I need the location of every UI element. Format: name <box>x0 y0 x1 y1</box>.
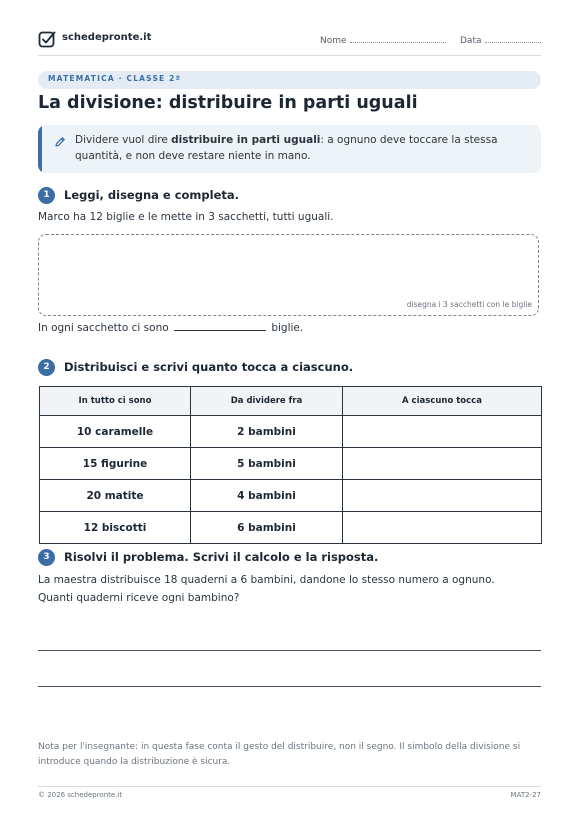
table-cell-total: 15 figurine <box>40 448 191 480</box>
problem-text-line-1: La maestra distribuisce 18 quaderni a 6 bambini, dandone lo stesso numero a ognuno. <box>38 574 495 586</box>
problem-text-line-2: Quanti quaderni riceve ogni bambino? <box>38 592 240 604</box>
name-field[interactable] <box>320 34 446 46</box>
drawing-area[interactable] <box>38 234 539 316</box>
page-title: La divisione: distribuire in parti uguali <box>38 93 418 113</box>
drawing-hint: disegna i 3 sacchetti con le biglie <box>406 300 532 309</box>
table-cell-divide: 4 bambini <box>191 480 343 512</box>
definition-box <box>38 125 541 173</box>
footer-divider <box>38 786 541 787</box>
teacher-note: Nota per l'insegnante: in questa fase conta il gesto del distribuire, non il segno. Il simbolo della divisione si introduce quando la distribuzione è sicura. <box>38 742 521 767</box>
exercise-3-number: 3 <box>38 549 55 566</box>
table-cell-total: 12 biscotti <box>40 512 191 544</box>
date-blank[interactable] <box>485 34 541 43</box>
column-header: Da dividere fra <box>191 387 343 416</box>
definition-key-phrase: distribuire in parti uguali <box>171 134 321 146</box>
table-header-row <box>40 387 542 416</box>
definition-accent-bar <box>38 125 42 173</box>
footer-copyright: © 2026 schedepronte.it <box>38 791 123 799</box>
exercise-1-title: Leggi, disegna e completa. <box>64 188 240 202</box>
distribution-table <box>39 386 542 544</box>
answer-line[interactable] <box>38 686 541 687</box>
exercise-3-title: Risolvi il problema. Scrivi il calcolo e la risposta. <box>64 550 379 564</box>
table-cell-divide: 5 bambini <box>191 448 343 480</box>
date-field[interactable] <box>460 34 541 46</box>
definition-text <box>75 132 531 164</box>
exercise-1-text: Marco ha 12 biglie e le mette in 3 sacchetti, tutti uguali. <box>38 211 334 223</box>
answer-blank[interactable] <box>174 320 266 331</box>
answer-suffix: biglie. <box>271 322 304 334</box>
exercise-1-answer <box>38 320 303 337</box>
table-cell-answer[interactable] <box>343 416 542 448</box>
name-label: Nome <box>320 36 347 46</box>
header-divider <box>38 55 541 56</box>
subject-pill <box>38 71 541 89</box>
brand-name: schedepronte.it <box>62 32 152 43</box>
table-cell-divide: 2 bambini <box>191 416 343 448</box>
definition-text-start: Dividere vuol dire <box>75 134 172 146</box>
page-header <box>38 28 541 52</box>
table-cell-total: 10 caramelle <box>40 416 191 448</box>
pencil-icon <box>54 136 66 148</box>
column-header: A ciascuno tocca <box>343 387 542 416</box>
exercise-2-title: Distribuisci e scrivi quanto tocca a ciascuno. <box>64 360 354 374</box>
table-cell-answer[interactable] <box>343 448 542 480</box>
exercise-2-number: 2 <box>38 359 55 376</box>
table-row <box>40 512 542 544</box>
exercise-1-number: 1 <box>38 187 55 204</box>
checkbox-logo-icon <box>38 30 56 48</box>
table-cell-divide: 6 bambini <box>191 512 343 544</box>
definition-text-end: : a ognuno deve toccare la stessa quantità, e non deve restare niente in mano. <box>75 134 498 162</box>
column-header: In tutto ci sono <box>40 387 191 416</box>
table-cell-total: 20 matite <box>40 480 191 512</box>
name-blank[interactable] <box>350 34 446 43</box>
calculation-line[interactable] <box>38 650 541 651</box>
table-cell-answer[interactable] <box>343 512 542 544</box>
worksheet-page <box>38 0 541 819</box>
answer-prefix: In ogni sacchetto ci sono <box>38 322 169 334</box>
table-row <box>40 480 542 512</box>
table-row <box>40 416 542 448</box>
table-row <box>40 448 542 480</box>
table-cell-answer[interactable] <box>343 480 542 512</box>
footer-code: MAT2-27 <box>510 791 541 799</box>
date-label: Data <box>460 36 482 46</box>
subject-label: MATEMATICA · CLASSE 2ª <box>48 74 182 83</box>
